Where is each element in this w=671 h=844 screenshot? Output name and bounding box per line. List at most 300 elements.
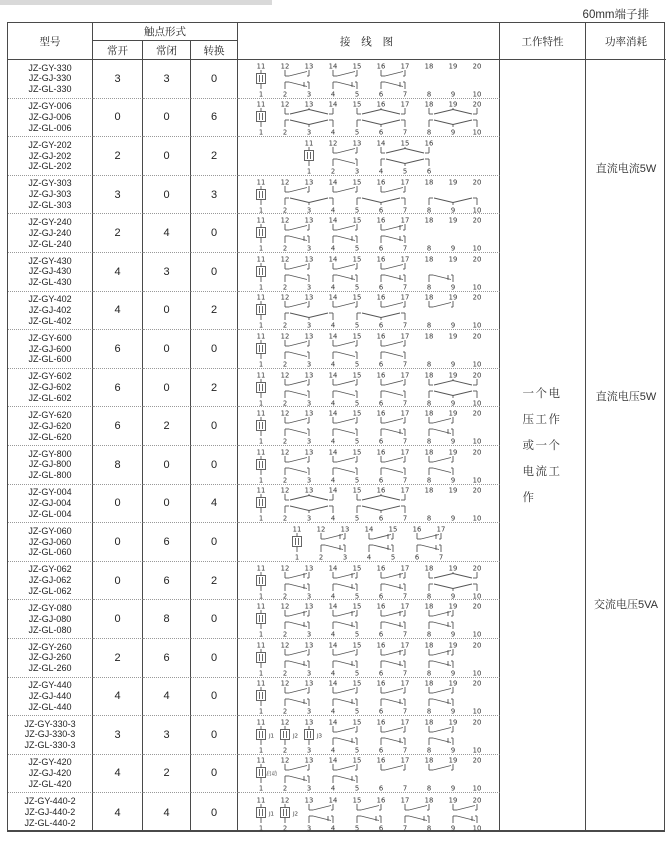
svg-text:7: 7 (402, 128, 407, 137)
working-characteristic-text: 一个电压工作或一个电流工作 (522, 387, 562, 504)
svg-text:9: 9 (450, 514, 455, 523)
model-cell (8, 176, 93, 215)
svg-text:16: 16 (376, 100, 385, 109)
model-name: JZ-GL-006 (28, 122, 72, 133)
svg-text:17: 17 (400, 448, 409, 457)
normally-open-count: 4 (93, 253, 143, 292)
changeover-count: 0 (191, 523, 238, 562)
model-name: JZ-GL-620 (28, 431, 72, 442)
svg-text:9: 9 (450, 206, 455, 214)
normally-open-count: 6 (93, 330, 143, 369)
svg-text:7: 7 (402, 707, 407, 716)
model-name: JZ-GY-080 (28, 602, 72, 613)
svg-text:10: 10 (472, 437, 481, 446)
svg-text:6: 6 (414, 553, 419, 561)
model-name: JZ-GY-330-3 (24, 718, 76, 729)
svg-text:7: 7 (402, 283, 407, 291)
normally-closed-count: 4 (143, 678, 191, 717)
svg-text:18: 18 (424, 602, 433, 611)
changeover-count: 0 (191, 253, 238, 292)
svg-text:3: 3 (306, 206, 311, 214)
svg-text:2: 2 (282, 476, 287, 484)
normally-open-count: 0 (93, 99, 143, 138)
svg-text:13: 13 (304, 62, 313, 71)
svg-text:16: 16 (376, 178, 385, 187)
svg-text:2: 2 (282, 128, 287, 137)
model-name: JZ-GJ-440-2 (24, 807, 76, 818)
svg-text:13: 13 (304, 796, 313, 805)
svg-text:17: 17 (400, 178, 409, 187)
normally-open-count: 4 (93, 755, 143, 794)
svg-text:7: 7 (402, 399, 407, 407)
svg-text:20: 20 (472, 178, 481, 187)
svg-text:8: 8 (426, 437, 431, 446)
svg-text:12: 12 (280, 796, 289, 805)
svg-text:6: 6 (378, 707, 383, 716)
svg-text:19: 19 (448, 100, 457, 109)
svg-text:2: 2 (318, 553, 323, 561)
svg-text:2: 2 (282, 746, 287, 754)
svg-text:11: 11 (256, 100, 265, 109)
svg-text:11: 11 (256, 448, 265, 457)
svg-text:15: 15 (352, 718, 361, 727)
wiring-diagram (238, 137, 500, 176)
svg-text:9: 9 (450, 784, 455, 793)
model-name: JZ-GY-240 (28, 216, 72, 227)
svg-text:11: 11 (256, 756, 265, 765)
svg-text:7: 7 (402, 244, 407, 253)
normally-closed-count: 4 (143, 214, 191, 253)
svg-text:2: 2 (282, 283, 287, 291)
svg-text:12: 12 (280, 486, 289, 495)
svg-text:11: 11 (256, 718, 265, 727)
svg-text:1: 1 (258, 669, 263, 677)
svg-text:14: 14 (328, 62, 337, 71)
svg-text:10: 10 (472, 514, 481, 523)
svg-text:19: 19 (448, 332, 457, 341)
model-name: JZ-GY-202 (28, 139, 72, 150)
wiring-diagram (238, 600, 500, 639)
wiring-diagram (238, 716, 500, 755)
svg-text:20: 20 (472, 679, 481, 688)
svg-text:14: 14 (328, 679, 337, 688)
svg-text:18: 18 (424, 641, 433, 650)
model-cell (8, 369, 93, 408)
svg-text:2: 2 (282, 514, 287, 523)
model-name: JZ-GL-440-2 (24, 817, 76, 828)
svg-text:17: 17 (400, 255, 409, 264)
svg-text:10: 10 (472, 360, 481, 368)
svg-text:5: 5 (354, 128, 359, 137)
svg-text:5: 5 (354, 784, 359, 793)
svg-text:5: 5 (354, 321, 359, 330)
svg-text:13: 13 (304, 371, 313, 380)
svg-text:6: 6 (378, 476, 383, 484)
model-name: JZ-GL-303 (28, 199, 72, 210)
svg-text:11: 11 (256, 371, 265, 380)
svg-text:4: 4 (330, 746, 335, 754)
model-name: JZ-GL-060 (28, 547, 72, 558)
svg-text:14: 14 (328, 718, 337, 727)
svg-text:9: 9 (450, 360, 455, 368)
svg-text:5: 5 (354, 283, 359, 291)
changeover-count: 0 (191, 639, 238, 678)
svg-text:15: 15 (352, 255, 361, 264)
svg-text:3: 3 (306, 283, 311, 291)
svg-text:5: 5 (354, 360, 359, 368)
normally-open-count: 0 (93, 562, 143, 601)
svg-text:10: 10 (472, 707, 481, 716)
svg-text:1: 1 (258, 784, 263, 793)
svg-text:16: 16 (376, 602, 385, 611)
svg-text:16: 16 (424, 139, 433, 148)
svg-text:8: 8 (426, 476, 431, 484)
changeover-count: 0 (191, 793, 238, 832)
svg-text:3: 3 (306, 824, 311, 832)
svg-text:17: 17 (400, 293, 409, 302)
svg-text:3: 3 (342, 553, 347, 561)
svg-text:19: 19 (448, 756, 457, 765)
power-label-ac-voltage: 交流电压5VA (594, 599, 658, 612)
svg-text:7: 7 (402, 476, 407, 484)
svg-text:8: 8 (426, 90, 431, 98)
svg-text:8: 8 (426, 128, 431, 137)
svg-text:18: 18 (424, 796, 433, 805)
power-consumption-cell (586, 60, 666, 832)
svg-text:8: 8 (426, 399, 431, 407)
changeover-count: 2 (191, 137, 238, 176)
svg-text:16: 16 (376, 796, 385, 805)
model-name: JZ-GY-440 (28, 680, 72, 691)
normally-open-count: 8 (93, 446, 143, 485)
svg-text:5: 5 (354, 437, 359, 446)
model-name: JZ-GL-202 (28, 161, 72, 172)
svg-text:7: 7 (402, 630, 407, 639)
model-name: JZ-GJ-440 (28, 690, 72, 701)
svg-text:5: 5 (354, 476, 359, 484)
svg-text:16: 16 (376, 255, 385, 264)
svg-text:9: 9 (450, 630, 455, 639)
svg-text:3: 3 (306, 399, 311, 407)
svg-text:4: 4 (330, 244, 335, 253)
svg-text:16: 16 (376, 564, 385, 573)
svg-text:14: 14 (328, 409, 337, 418)
normally-closed-count: 4 (143, 793, 191, 832)
model-cell (8, 755, 93, 794)
changeover-count: 4 (191, 485, 238, 524)
svg-text:6: 6 (426, 167, 431, 175)
svg-text:10: 10 (472, 128, 481, 137)
svg-text:7: 7 (402, 321, 407, 330)
svg-text:19: 19 (448, 178, 457, 187)
model-cell (8, 639, 93, 678)
svg-text:15: 15 (352, 602, 361, 611)
svg-text:1: 1 (258, 746, 263, 754)
svg-text:15: 15 (352, 100, 361, 109)
model-name: JZ-GL-800 (28, 470, 72, 481)
svg-text:启动: 启动 (265, 771, 277, 778)
svg-text:19: 19 (448, 564, 457, 573)
changeover-count: 0 (191, 446, 238, 485)
svg-text:13: 13 (304, 641, 313, 650)
svg-text:10: 10 (472, 476, 481, 484)
normally-closed-count: 6 (143, 523, 191, 562)
svg-text:12: 12 (280, 100, 289, 109)
wiring-diagram (238, 755, 500, 794)
svg-text:13: 13 (304, 216, 313, 225)
svg-text:17: 17 (400, 564, 409, 573)
svg-text:17: 17 (400, 796, 409, 805)
svg-text:19: 19 (448, 796, 457, 805)
svg-text:8: 8 (426, 746, 431, 754)
svg-text:13: 13 (304, 756, 313, 765)
svg-text:15: 15 (352, 564, 361, 573)
svg-text:2: 2 (282, 360, 287, 368)
svg-text:20: 20 (472, 564, 481, 573)
svg-text:8: 8 (426, 360, 431, 368)
model-name: JZ-GJ-800 (28, 459, 72, 470)
svg-text:3: 3 (306, 321, 311, 330)
svg-text:4: 4 (330, 669, 335, 677)
model-name: JZ-GY-420 (28, 757, 72, 768)
svg-text:3: 3 (306, 630, 311, 639)
wiring-diagram (238, 214, 500, 253)
svg-text:3: 3 (306, 514, 311, 523)
svg-text:4: 4 (330, 128, 335, 137)
svg-text:8: 8 (426, 592, 431, 600)
svg-text:18: 18 (424, 216, 433, 225)
model-cell (8, 137, 93, 176)
normally-closed-count: 2 (143, 407, 191, 446)
svg-text:18: 18 (424, 718, 433, 727)
normally-closed-count: 2 (143, 755, 191, 794)
svg-text:13: 13 (304, 255, 313, 264)
svg-text:3: 3 (306, 784, 311, 793)
svg-text:14: 14 (364, 525, 373, 534)
normally-open-count: 4 (93, 678, 143, 717)
svg-text:15: 15 (352, 216, 361, 225)
svg-text:3: 3 (306, 437, 311, 446)
svg-text:19: 19 (448, 62, 457, 71)
svg-text:20: 20 (472, 100, 481, 109)
svg-text:20: 20 (472, 255, 481, 264)
svg-text:19: 19 (448, 679, 457, 688)
svg-text:17: 17 (400, 62, 409, 71)
svg-text:13: 13 (304, 293, 313, 302)
model-name: JZ-GL-062 (28, 585, 72, 596)
model-cell (8, 716, 93, 755)
header-normally-closed: 常闭 (143, 41, 191, 60)
svg-text:20: 20 (472, 62, 481, 71)
svg-text:19: 19 (448, 293, 457, 302)
svg-text:9: 9 (450, 592, 455, 600)
svg-text:6: 6 (378, 244, 383, 253)
svg-text:4: 4 (330, 592, 335, 600)
svg-text:6: 6 (378, 514, 383, 523)
svg-text:12: 12 (280, 679, 289, 688)
svg-text:13: 13 (304, 448, 313, 457)
svg-text:5: 5 (354, 244, 359, 253)
changeover-count: 0 (191, 214, 238, 253)
svg-text:15: 15 (352, 371, 361, 380)
svg-text:1: 1 (258, 707, 263, 716)
svg-text:3: 3 (354, 167, 359, 175)
model-name: JZ-GL-260 (28, 663, 72, 674)
svg-text:11: 11 (256, 293, 265, 302)
svg-text:9: 9 (450, 476, 455, 484)
header-contact-form: 触点形式 (93, 23, 238, 41)
svg-text:11: 11 (256, 486, 265, 495)
svg-text:1: 1 (258, 630, 263, 639)
svg-text:4: 4 (330, 360, 335, 368)
svg-text:12: 12 (280, 62, 289, 71)
svg-text:15: 15 (352, 409, 361, 418)
svg-text:4: 4 (330, 784, 335, 793)
model-name: JZ-GL-600 (28, 354, 72, 365)
svg-text:14: 14 (328, 332, 337, 341)
svg-text:1: 1 (258, 128, 263, 137)
svg-text:17: 17 (400, 409, 409, 418)
changeover-count: 0 (191, 600, 238, 639)
svg-text:12: 12 (280, 602, 289, 611)
svg-text:10: 10 (472, 206, 481, 214)
svg-text:1: 1 (258, 399, 263, 407)
svg-text:4: 4 (330, 824, 335, 832)
svg-text:7: 7 (402, 824, 407, 832)
wiring-diagram (238, 562, 500, 601)
svg-text:7: 7 (402, 669, 407, 677)
svg-text:16: 16 (376, 371, 385, 380)
svg-text:16: 16 (376, 641, 385, 650)
svg-text:1: 1 (258, 360, 263, 368)
svg-text:5: 5 (354, 399, 359, 407)
svg-text:20: 20 (472, 486, 481, 495)
svg-text:15: 15 (352, 448, 361, 457)
model-name: JZ-GY-330 (28, 62, 72, 73)
normally-open-count: 3 (93, 176, 143, 215)
svg-text:2: 2 (282, 669, 287, 677)
svg-text:7: 7 (402, 592, 407, 600)
svg-text:10: 10 (472, 784, 481, 793)
svg-text:18: 18 (424, 100, 433, 109)
svg-text:20: 20 (472, 796, 481, 805)
svg-text:6: 6 (378, 669, 383, 677)
svg-text:2: 2 (330, 167, 335, 175)
svg-text:9: 9 (450, 669, 455, 677)
svg-text:8: 8 (426, 206, 431, 214)
svg-text:3: 3 (306, 244, 311, 253)
svg-text:15: 15 (352, 293, 361, 302)
model-name: JZ-GJ-330 (28, 73, 72, 84)
svg-text:2: 2 (282, 206, 287, 214)
svg-text:11: 11 (256, 564, 265, 573)
svg-text:12: 12 (280, 178, 289, 187)
svg-text:20: 20 (472, 641, 481, 650)
svg-text:9: 9 (450, 437, 455, 446)
working-characteristic-cell (500, 60, 586, 832)
svg-text:15: 15 (352, 641, 361, 650)
svg-text:9: 9 (450, 707, 455, 716)
svg-text:11: 11 (256, 216, 265, 225)
svg-text:15: 15 (400, 139, 409, 148)
svg-text:2: 2 (282, 399, 287, 407)
svg-text:14: 14 (328, 756, 337, 765)
svg-text:6: 6 (378, 321, 383, 330)
normally-open-count: 6 (93, 407, 143, 446)
svg-text:14: 14 (328, 371, 337, 380)
model-name: JZ-GJ-202 (28, 150, 72, 161)
model-name: JZ-GY-006 (28, 101, 72, 112)
svg-text:17: 17 (400, 216, 409, 225)
normally-closed-count: 8 (143, 600, 191, 639)
normally-closed-count: 0 (143, 330, 191, 369)
relay-spec-table (7, 22, 665, 832)
wiring-diagram (238, 99, 500, 138)
svg-text:5: 5 (354, 669, 359, 677)
normally-open-count: 0 (93, 523, 143, 562)
svg-text:5: 5 (354, 514, 359, 523)
svg-text:2: 2 (282, 437, 287, 446)
svg-text:2: 2 (282, 592, 287, 600)
svg-text:18: 18 (424, 255, 433, 264)
svg-text:13: 13 (352, 139, 361, 148)
svg-text:14: 14 (328, 486, 337, 495)
model-name: JZ-GY-062 (28, 564, 72, 575)
wiring-diagram (238, 407, 500, 446)
svg-text:8: 8 (426, 824, 431, 832)
svg-text:3: 3 (306, 128, 311, 137)
svg-text:8: 8 (426, 669, 431, 677)
svg-text:7: 7 (402, 784, 407, 793)
svg-text:13: 13 (304, 486, 313, 495)
normally-closed-count: 0 (143, 176, 191, 215)
model-name: JZ-GL-330 (28, 84, 72, 95)
svg-text:13: 13 (340, 525, 349, 534)
svg-text:10: 10 (472, 592, 481, 600)
svg-text:19: 19 (448, 371, 457, 380)
svg-text:16: 16 (376, 756, 385, 765)
svg-text:15: 15 (352, 62, 361, 71)
svg-text:5: 5 (402, 167, 407, 175)
changeover-count: 0 (191, 330, 238, 369)
svg-text:6: 6 (378, 784, 383, 793)
svg-text:4: 4 (330, 283, 335, 291)
svg-text:13: 13 (304, 602, 313, 611)
svg-text:9: 9 (450, 128, 455, 137)
wiring-diagram (238, 523, 500, 562)
model-cell (8, 678, 93, 717)
model-cell (8, 292, 93, 331)
svg-text:17: 17 (400, 486, 409, 495)
svg-text:8: 8 (426, 707, 431, 716)
svg-text:12: 12 (280, 216, 289, 225)
changeover-count: 2 (191, 562, 238, 601)
svg-text:10: 10 (472, 399, 481, 407)
header-normally-open: 常开 (93, 41, 143, 60)
model-name: JZ-GJ-600 (28, 343, 72, 354)
svg-text:5: 5 (354, 206, 359, 214)
svg-text:4: 4 (330, 206, 335, 214)
svg-text:9: 9 (450, 283, 455, 291)
changeover-count: 2 (191, 292, 238, 331)
svg-text:6: 6 (378, 90, 383, 98)
svg-text:14: 14 (328, 255, 337, 264)
svg-text:17: 17 (400, 332, 409, 341)
wiring-diagram (238, 485, 500, 524)
changeover-count: 3 (191, 176, 238, 215)
svg-text:J2: J2 (292, 733, 298, 740)
normally-closed-count: 6 (143, 639, 191, 678)
